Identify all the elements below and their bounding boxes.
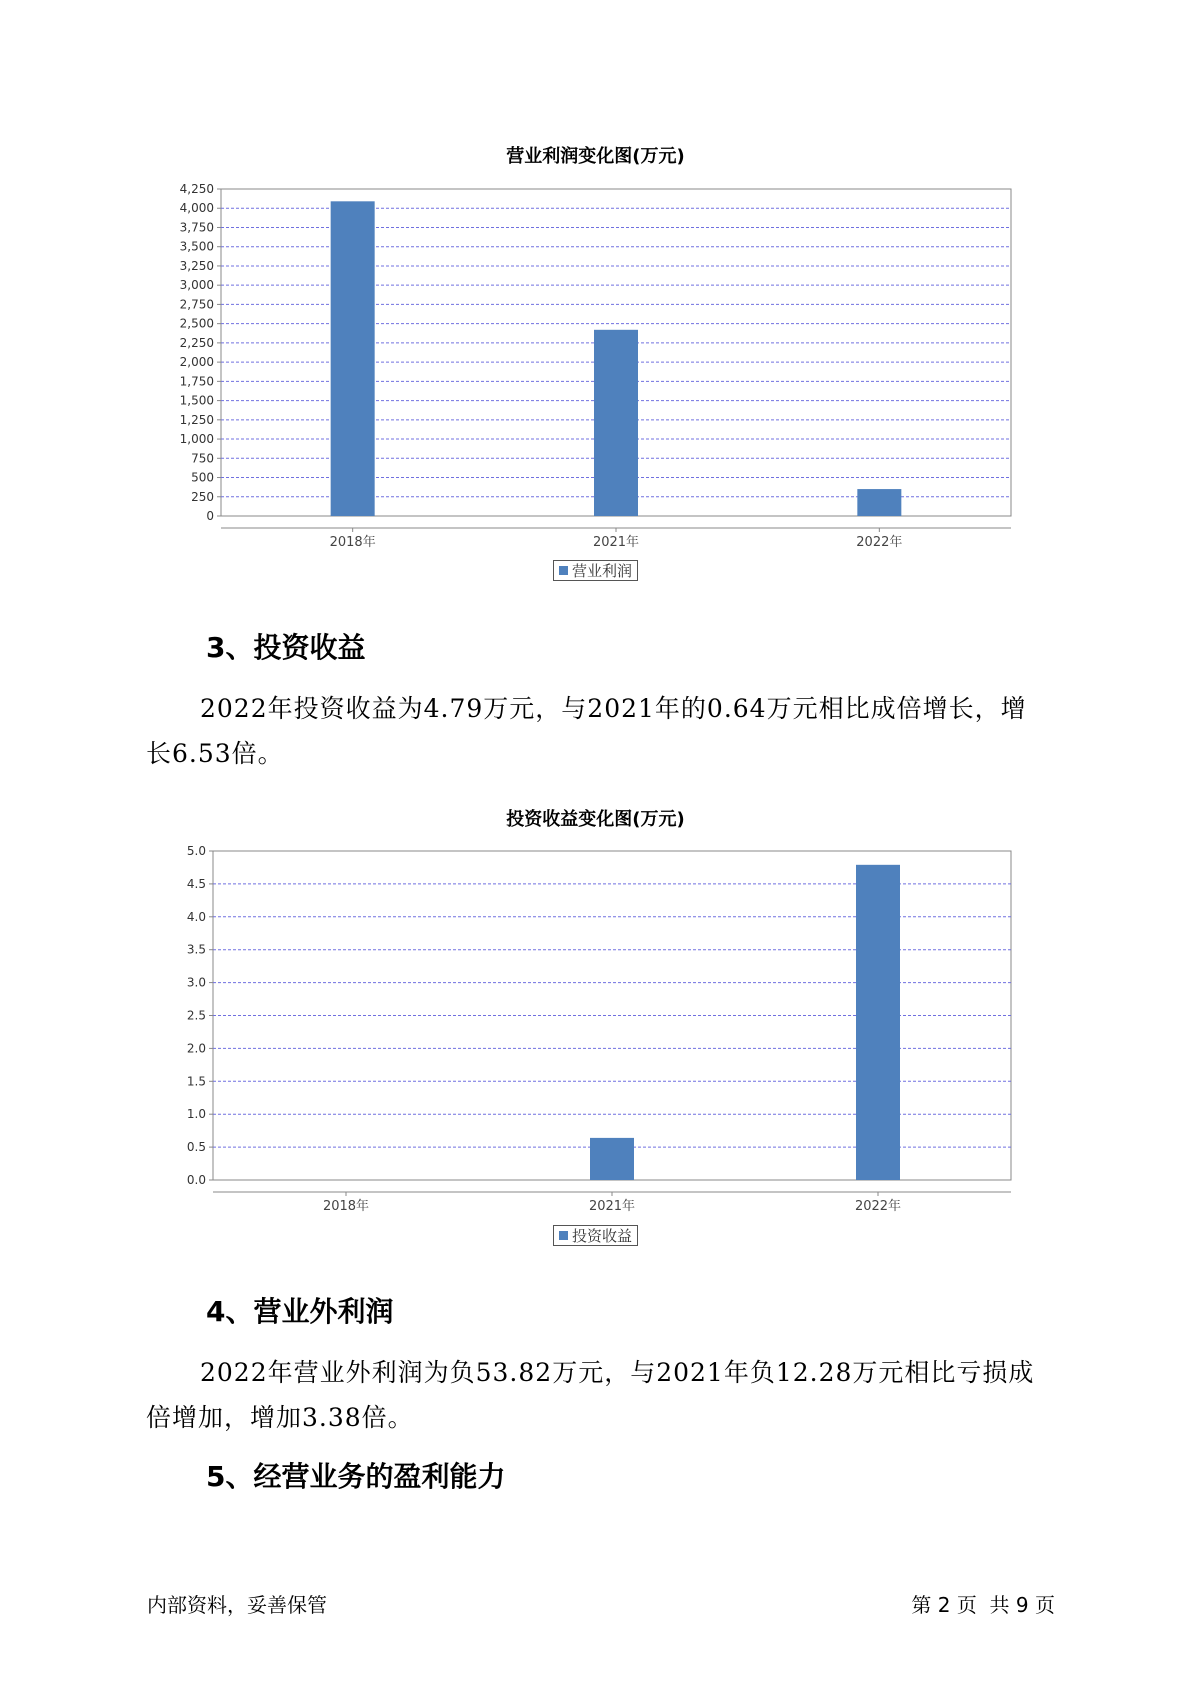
y-tick-label: 1.0 — [186, 1107, 206, 1122]
x-tick-label: 2021年 — [592, 535, 640, 550]
y-tick-label: 2,000 — [179, 355, 214, 370]
chart1-legend-label: 营业利润 — [572, 562, 633, 580]
footer-page-number: 第 2 页 共 9 页 — [911, 1593, 1055, 1617]
y-tick-label: 4,250 — [179, 182, 214, 196]
y-tick-label: 750 — [191, 451, 214, 466]
y-tick-label: 3,750 — [179, 220, 214, 235]
y-tick-label: 2.5 — [186, 1008, 206, 1023]
chart1-title: 营业利润变化图(万元) — [506, 146, 685, 167]
y-tick-label: 500 — [191, 470, 214, 485]
y-tick-label: 1,500 — [179, 393, 214, 408]
x-tick-label: 2018年 — [322, 1199, 370, 1214]
y-tick-label: 3.0 — [186, 975, 206, 990]
y-tick-label: 3.5 — [186, 942, 206, 957]
section-paragraph-non-operating-profit: 2022年营业外利润为负53.82万元，与2021年负12.28万元相比亏损成倍增加，增加3.38倍。 — [146, 1358, 1035, 1432]
footer-confidential-note: 内部资料，妥善保管 — [147, 1593, 327, 1617]
y-tick-label: 4.0 — [186, 909, 206, 924]
bar-2021年 — [590, 1138, 634, 1180]
y-tick-label: 2,750 — [179, 297, 214, 312]
y-tick-label: 250 — [191, 489, 214, 504]
y-tick-label: 0.5 — [186, 1140, 206, 1155]
section-paragraph-investment-income: 2022年投资收益为4.79万元，与2021年的0.64万元相比成倍增长，增长6.53倍。 — [146, 694, 1027, 768]
chart2-legend — [553, 1225, 638, 1246]
chart2-legend-label: 投资收益 — [572, 1227, 633, 1245]
x-tick-label: 2022年 — [854, 1199, 902, 1214]
x-tick-label: 2022年 — [856, 535, 903, 550]
section-heading-non-operating-profit: 4、营业外利润 — [206, 1295, 394, 1328]
y-tick-label: 1,250 — [179, 412, 214, 427]
y-tick-label: 5.0 — [186, 844, 206, 858]
x-tick-label: 2018年 — [329, 535, 376, 550]
y-tick-label: 1,750 — [179, 374, 214, 389]
y-tick-label: 1,000 — [179, 432, 214, 447]
y-tick-label: 3,000 — [179, 278, 214, 293]
y-tick-label: 0.0 — [186, 1173, 206, 1187]
x-tick-label: 2021年 — [588, 1199, 636, 1214]
y-tick-label: 3,500 — [179, 239, 214, 254]
chart2-title: 投资收益变化图(万元) — [506, 809, 685, 830]
y-tick-label: 2,250 — [179, 335, 214, 350]
legend-swatch — [559, 1231, 568, 1240]
y-tick-label: 0 — [206, 509, 214, 523]
y-tick-label: 2.0 — [186, 1041, 206, 1056]
y-tick-label: 1.5 — [186, 1074, 206, 1089]
y-tick-label: 4,000 — [179, 201, 214, 216]
section-heading-investment-income: 3、投资收益 — [206, 631, 366, 664]
section-heading-operating-profitability: 5、经营业务的盈利能力 — [206, 1460, 506, 1493]
y-tick-label: 2,500 — [179, 316, 214, 331]
y-tick-label: 4.5 — [186, 876, 206, 891]
bar-2022年 — [856, 865, 900, 1180]
y-tick-label: 3,250 — [179, 258, 214, 273]
